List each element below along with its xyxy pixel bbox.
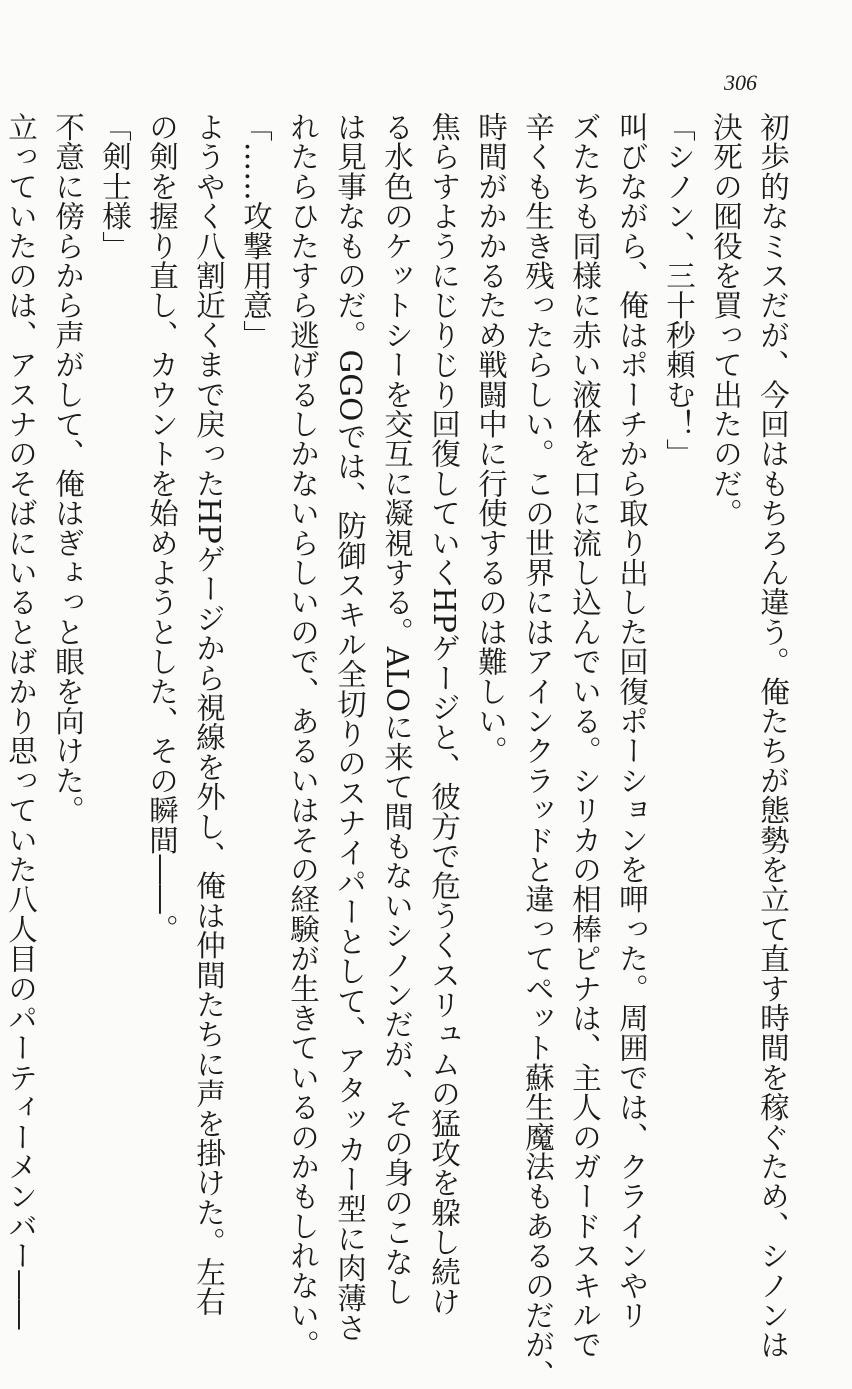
text-line-14: の剣を握り直し、カウントを始めようとした、その瞬間――。 <box>145 112 179 944</box>
text-line-1: 初歩的なミスだが、今回はもちろん違う。俺たちが態勢を立て直す時間を稼ぐため、シノンは <box>756 112 790 1360</box>
text-line-7: 時間がかかるため戦闘中に行使するのは難しい。 <box>474 112 508 766</box>
text-line-3: 「シノン、三十秒頼む！」 <box>662 112 696 469</box>
text-line-8: 焦らすようにじりじり回復していくHPゲージと、彼方で危うくスリュムの猛攻を躱し続け <box>427 112 461 1317</box>
text-line-10: は見事なものだ。GGOでは、防御スキル全切りのスナイパーとして、アタッカー型に肉薄さ <box>333 112 367 1343</box>
text-line-9: る水色のケットシーを交互に凝視する。ALOに来て間もないシノンだが、その身のこなし <box>380 112 414 1307</box>
text-line-4: 叫びながら、俺はポーチから取り出した回復ポーションを呷った。周囲では、クラインやリ <box>615 112 649 1330</box>
text-line-2: 決死の囮役を買って出たのだ。 <box>709 112 743 528</box>
text-line-15: 「剣士様」 <box>98 112 132 261</box>
text-line-11: れたらひたすら逃げるしかないらしいので、あるいはその経験が生きているのかもしれない。 <box>286 112 320 1360</box>
novel-page-body <box>4 112 796 1389</box>
text-line-17: 立っていたのは、アスナのそばにいるとばかり思っていた八人目のパーティーメンバー―― <box>4 112 38 1330</box>
text-line-12: 「……攻撃用意」 <box>239 112 273 350</box>
text-line-5: ズたちも同様に赤い液体を口に流し込んでいる。シリカの相棒ピナは、主人のガードスキルで <box>568 112 602 1360</box>
text-line-16: 不意に傍らから声がして、俺はぎょっと眼を向けた。 <box>51 112 85 825</box>
text-line-13: ようやく八割近くまで戻ったHPゲージから視線を外し、俺は仲間たちに声を掛けた。左右 <box>192 112 226 1317</box>
text-line-6: 辛くも生き残ったらしい。この世界にはアインクラッドと違ってペット蘇生魔法もあるのだが、 <box>521 112 555 1389</box>
page-number: 306 <box>724 70 757 95</box>
vertical-text-column-block <box>4 112 796 1389</box>
